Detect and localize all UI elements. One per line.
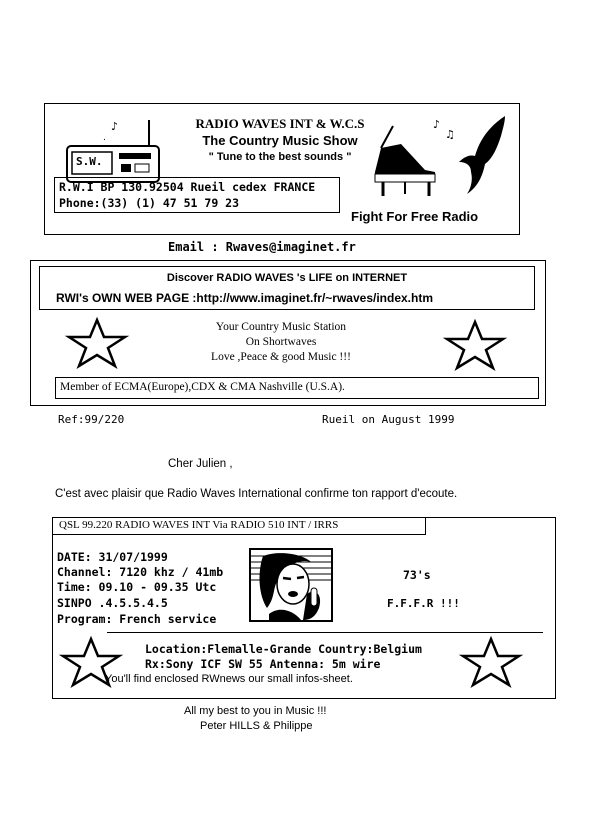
station-name: RADIO WAVES INT & W.C.S	[195, 116, 365, 131]
address-box	[54, 177, 340, 213]
web-box	[30, 260, 546, 406]
qsl-title: QSL 99.220 RADIO WAVES INT Via RADIO 510 INT / IRRS	[59, 519, 339, 531]
station-line-2: On Shortwaves	[245, 336, 317, 348]
qsl-channel: Channel: 7120 khz / 41mb	[57, 565, 224, 579]
header-box	[44, 103, 520, 235]
closing-signature: Peter HILLS & Philippe	[200, 720, 313, 732]
star-icon-right	[445, 321, 505, 369]
qsl-enclosed: You'll find enclosed RWnews our small infos-sheet.	[105, 673, 353, 685]
svg-text:♪: ♪	[433, 118, 441, 131]
member-text: Member of ECMA(Europe),CDX & CMA Nashville (U.S.A).	[60, 381, 345, 393]
slogan: Fight For Free Radio	[351, 209, 479, 224]
member-box	[55, 377, 539, 399]
qsl-title-box	[52, 517, 426, 535]
web-discover: Discover RADIO WAVES 's LIFE on INTERNET	[166, 272, 408, 284]
piano-icon	[373, 118, 455, 208]
qsl-fffr: F.F.F.R !!!	[387, 597, 460, 610]
greeting: Cher Julien ,	[168, 458, 233, 470]
web-inner-box	[39, 266, 535, 310]
svg-text:♫: ♫	[445, 128, 455, 141]
svg-text:.: .	[103, 133, 106, 143]
phone: Phone:(33) (1) 47 51 79 23	[59, 196, 240, 210]
qsl-box	[52, 517, 556, 699]
letter-body: C'est avec plaisir que Radio Waves International confirme ton rapport d'ecoute.	[55, 488, 458, 500]
svg-text:♪: ♪	[111, 120, 119, 133]
qsl-divider	[107, 632, 543, 633]
qsl-receiver: Rx:Sony ICF SW 55 Antenna: 5m wire	[145, 657, 381, 671]
qsl-73: 73's	[403, 568, 431, 582]
singer-image	[249, 548, 333, 622]
station-line-1: Your Country Music Station	[215, 321, 347, 333]
reference: Ref:99/220	[58, 413, 125, 426]
closing-line-1: All my best to you in Music !!!	[184, 705, 327, 717]
web-url: RWI's OWN WEB PAGE :http://www.imaginet.fr/~rwaves/index.htm	[56, 291, 434, 305]
qsl-location: Location:Flemalle-Grande Country:Belgium	[145, 642, 422, 656]
tagline: " Tune to the best sounds "	[208, 151, 352, 163]
qsl-program: Program: French service	[57, 612, 217, 626]
qsl-date: DATE: 31/07/1999	[57, 550, 168, 564]
address: R.W.I BP 130.92504 Rueil cedex FRANCE	[59, 180, 316, 194]
qsl-sinpo: SINPO .4.5.5.4.5	[57, 596, 168, 610]
station-line-3: Love ,Peace & good Music !!!	[211, 351, 351, 363]
show-name: The Country Music Show	[202, 133, 358, 148]
star-icon-left	[67, 319, 127, 367]
letter-date: Rueil on August 1999	[322, 413, 455, 426]
bird-icon	[457, 114, 512, 194]
radio-display-label: S.W.	[76, 155, 103, 168]
email: Email : Rwaves@imaginet.fr	[168, 240, 356, 254]
qsl-time: Time: 09.10 - 09.35 Utc	[57, 580, 217, 594]
star-icon-qsl-right	[461, 638, 521, 686]
